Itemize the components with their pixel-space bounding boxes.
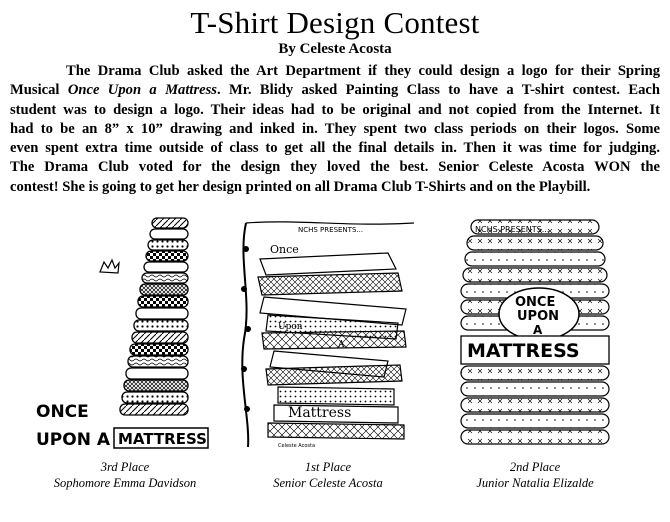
art-word: Upon	[278, 322, 303, 332]
entry-caption-second	[435, 459, 635, 491]
article-line: even spent extra time outside of class to get all the final details in. Then it was time for judging.	[10, 140, 660, 157]
art-word: MATTRESS	[467, 340, 580, 362]
article-byline: By Celeste Acosta	[278, 41, 392, 57]
art-word: A	[533, 323, 543, 337]
art-word: NCHS PRESENTS...	[475, 225, 550, 234]
art-word: MATTRESS	[118, 430, 207, 448]
entry-caption-first	[228, 459, 428, 491]
artist-signature: Celeste Acosta	[278, 443, 316, 449]
entry-artist: Sophomore Emma Davidson	[53, 476, 197, 490]
art-word: A	[338, 340, 345, 350]
article-title: T-Shirt Design Contest	[190, 5, 480, 40]
entry-artist: Junior Natalia Elizalde	[476, 476, 594, 490]
art-word: ONCE	[515, 295, 556, 310]
mattress-stack-drawing	[30, 214, 220, 454]
mattress-stack-drawing	[455, 216, 615, 452]
musical-title: Once Upon a Mattress	[67, 82, 217, 99]
article-body	[10, 62, 660, 197]
entry-caption-third	[25, 459, 225, 491]
entry-artwork-first	[238, 219, 418, 451]
entry-artist: Senior Celeste Acosta	[273, 476, 383, 490]
article-line: The Drama Club voted for the design they loved the best. Senior Celeste Acosta WON the	[10, 159, 660, 176]
article-line: student was to design a logo. Their ideas had to be original and not copied from the Internet. It	[10, 101, 660, 118]
article-line: The Drama Club asked the Art Department if they could design a logo for their Spring	[66, 63, 660, 79]
entry-place: 1st Place	[304, 460, 352, 474]
article-line: Musical Once Upon a Mattress. Mr. Blidy asked Painting Class to have a T-shirt contest. Each	[10, 82, 660, 99]
art-word: Mattress	[288, 405, 352, 421]
mattress-stack-drawing	[238, 219, 418, 451]
art-word: ONCE	[36, 402, 89, 422]
entry-artwork-second	[455, 216, 615, 452]
entry-artwork-third	[30, 214, 220, 454]
entry-place: 2nd Place	[509, 460, 561, 474]
article-line: contest! She is going to get her design printed on all Drama Club T-Shirts and on the Playbill.	[10, 178, 591, 195]
art-word: UPON	[517, 309, 560, 324]
art-word: NCHS PRESENTS...	[298, 226, 364, 234]
article-line: had to be an 8” x 10” drawing and inked in. They spent two class periods on their logos. Some	[10, 120, 660, 137]
entry-place: 3rd Place	[100, 460, 150, 474]
art-word: UPON A	[36, 430, 111, 450]
art-word: Once	[270, 243, 299, 256]
